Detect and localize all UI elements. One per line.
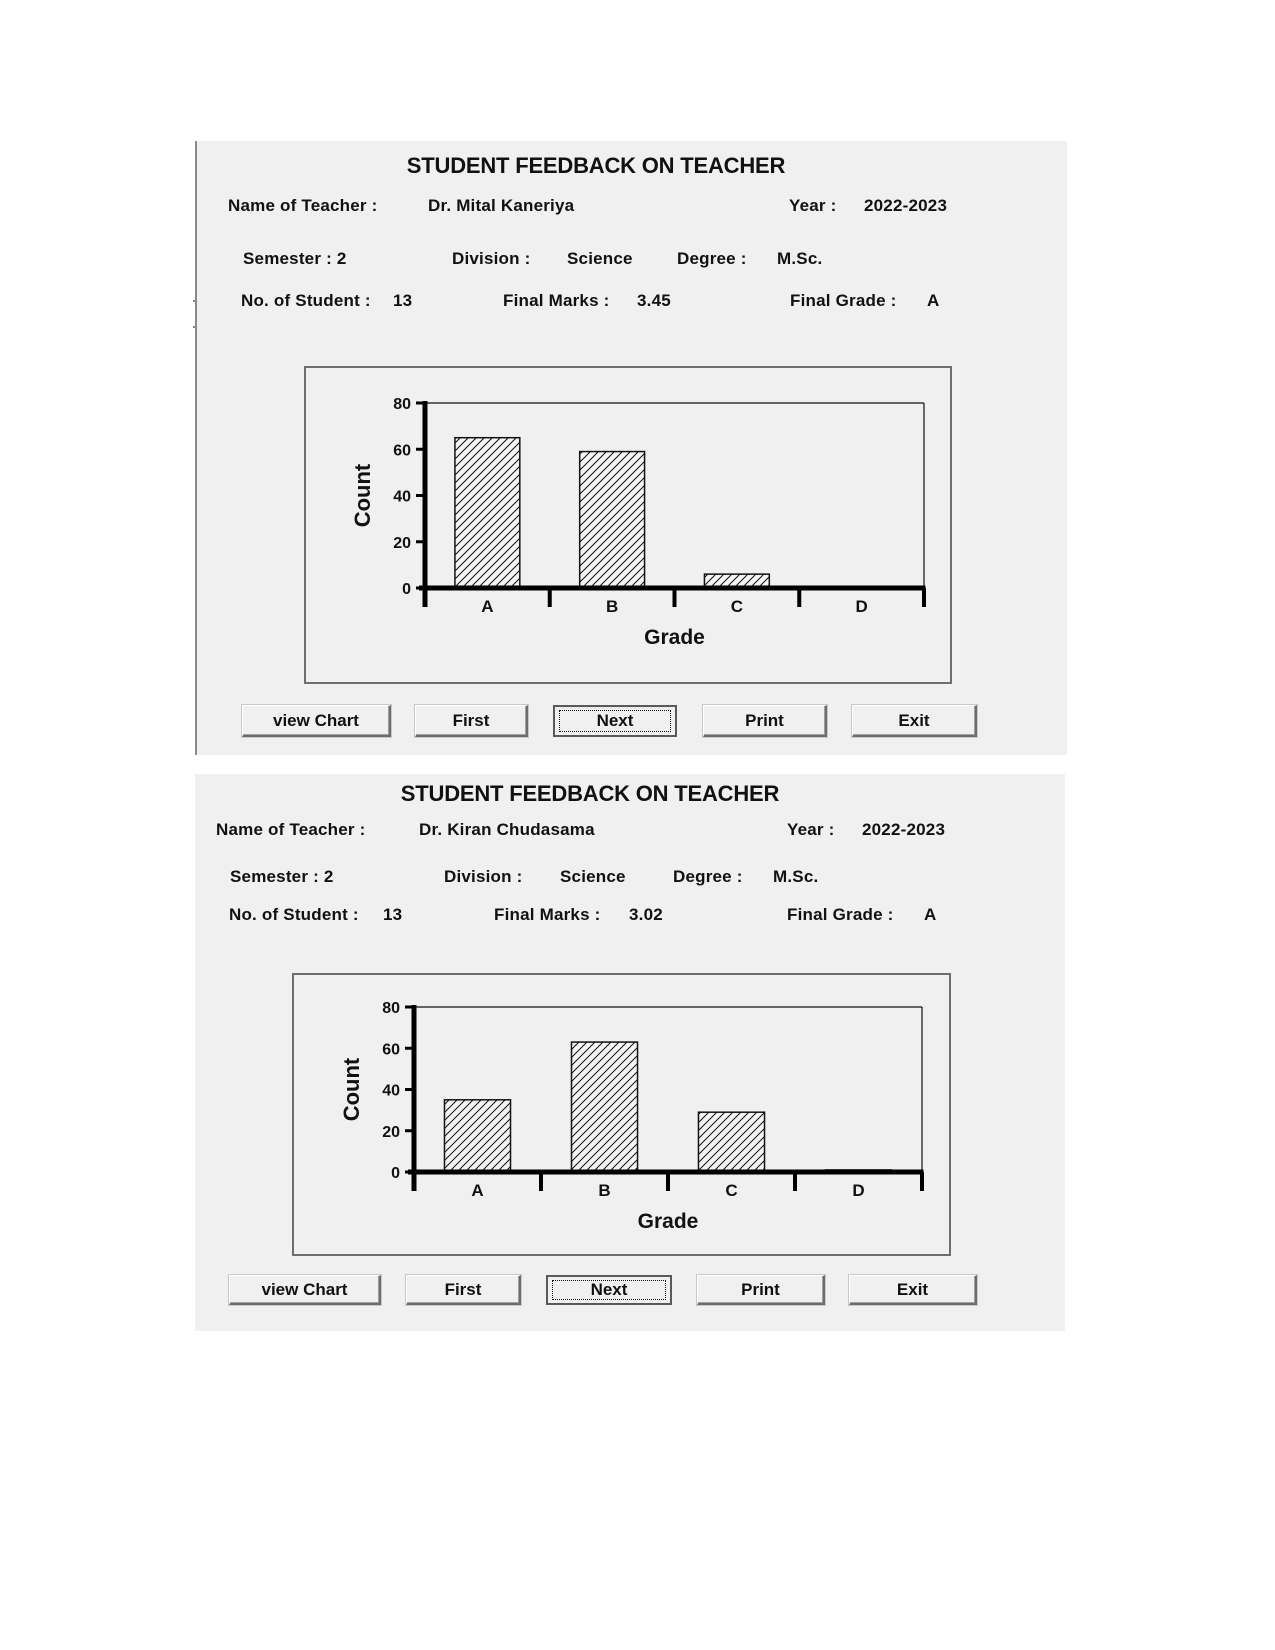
print-button[interactable] <box>703 705 827 737</box>
exit-button[interactable] <box>849 1275 977 1305</box>
y-tick-label: 60 <box>382 1041 400 1059</box>
y-tick-label: 20 <box>393 534 411 552</box>
exit-label: Exit <box>898 710 930 730</box>
y-tick-label: 80 <box>393 396 411 413</box>
first-label: First <box>444 1279 482 1299</box>
degree-value: M.Sc. <box>773 867 819 886</box>
page-title: STUDENT FEEDBACK ON TEACHER <box>406 153 786 178</box>
exit-label: Exit <box>896 1279 929 1299</box>
feedback-window-1 <box>195 141 1067 755</box>
y-tick-label: 20 <box>382 1123 400 1141</box>
x-tick-label: B <box>598 1181 611 1200</box>
y-tick-label: 40 <box>393 488 411 506</box>
bar-a <box>444 1100 510 1172</box>
y-tick-label: 40 <box>382 1082 400 1100</box>
next-label: Next <box>590 1280 628 1299</box>
next-button[interactable] <box>553 705 677 737</box>
final-grade-label: Final Grade : <box>790 291 897 310</box>
division-label: Division : <box>444 867 523 886</box>
x-axis-title: Grade <box>637 1210 699 1233</box>
view-chart-label: view Chart <box>273 710 359 730</box>
teacher-name: Dr. Mital Kaneriya <box>428 196 575 215</box>
students-value: 13 <box>383 905 403 924</box>
grade-chart-frame <box>304 366 952 684</box>
first-label: First <box>452 710 490 730</box>
bar-b <box>580 452 645 588</box>
y-tick-label: 0 <box>402 581 411 598</box>
bar-c <box>698 1112 764 1172</box>
teacher-name: Dr. Kiran Chudasama <box>419 820 595 839</box>
view-chart-button[interactable] <box>242 705 391 737</box>
x-tick-label: A <box>471 1181 484 1200</box>
degree-value: M.Sc. <box>777 249 823 268</box>
x-tick-label: D <box>855 597 868 616</box>
final-marks-label: Final Marks : <box>503 291 610 310</box>
page-title: STUDENT FEEDBACK ON TEACHER <box>400 781 780 806</box>
view-chart-label: view Chart <box>261 1279 348 1299</box>
degree-label: Degree : <box>677 249 747 268</box>
x-tick-label: C <box>725 1181 738 1200</box>
focus-ring <box>559 710 671 732</box>
first-button[interactable] <box>406 1275 521 1305</box>
focus-ring <box>552 1280 666 1300</box>
y-tick-label: 60 <box>393 442 411 460</box>
division-label: Division : <box>452 249 531 268</box>
x-tick-label: C <box>730 597 744 616</box>
x-tick-label: A <box>481 597 494 616</box>
y-tick-label: 0 <box>391 1165 400 1182</box>
final-marks-label: Final Marks : <box>494 905 601 924</box>
next-button[interactable] <box>546 1275 672 1305</box>
print-label: Print <box>741 1279 780 1299</box>
print-button[interactable] <box>697 1275 825 1305</box>
year-label: Year : <box>789 196 837 215</box>
students-label: No. of Student : <box>229 905 359 924</box>
view-chart-button[interactable] <box>229 1275 381 1305</box>
teacher-label: Name of Teacher : <box>216 820 366 839</box>
year-value: 2022-2023 <box>862 820 946 839</box>
y-axis-title: Count <box>350 463 375 528</box>
y-tick-label: 80 <box>382 1000 400 1017</box>
year-value: 2022-2023 <box>864 196 948 215</box>
division-value: Science <box>560 867 626 886</box>
grade-bar-chart <box>294 975 949 1254</box>
grade-bar-chart <box>306 368 950 682</box>
print-label: Print <box>745 710 784 730</box>
final-grade-value: A <box>924 905 937 924</box>
final-marks-value: 3.02 <box>629 905 663 924</box>
x-axis-title: Grade <box>644 626 705 649</box>
teacher-label: Name of Teacher : <box>228 196 378 215</box>
division-value: Science <box>567 249 633 268</box>
degree-label: Degree : <box>673 867 743 886</box>
x-tick-label: D <box>852 1181 865 1200</box>
first-button[interactable] <box>415 705 528 737</box>
x-tick-label: B <box>605 597 619 616</box>
students-label: No. of Student : <box>241 291 371 310</box>
final-grade-label: Final Grade : <box>787 905 894 924</box>
exit-button[interactable] <box>852 705 977 737</box>
grade-chart-frame <box>292 973 951 1256</box>
semester-text: Semester : 2 <box>230 867 334 886</box>
final-grade-value: A <box>927 291 940 310</box>
bar-b <box>571 1042 637 1172</box>
bar-a <box>455 438 520 588</box>
year-label: Year : <box>787 820 835 839</box>
final-marks-value: 3.45 <box>637 291 671 310</box>
feedback-window-2 <box>195 774 1065 1331</box>
next-label: Next <box>596 711 634 730</box>
students-value: 13 <box>393 291 413 310</box>
y-axis-title: Count <box>339 1057 364 1122</box>
semester-text: Semester : 2 <box>243 249 347 268</box>
